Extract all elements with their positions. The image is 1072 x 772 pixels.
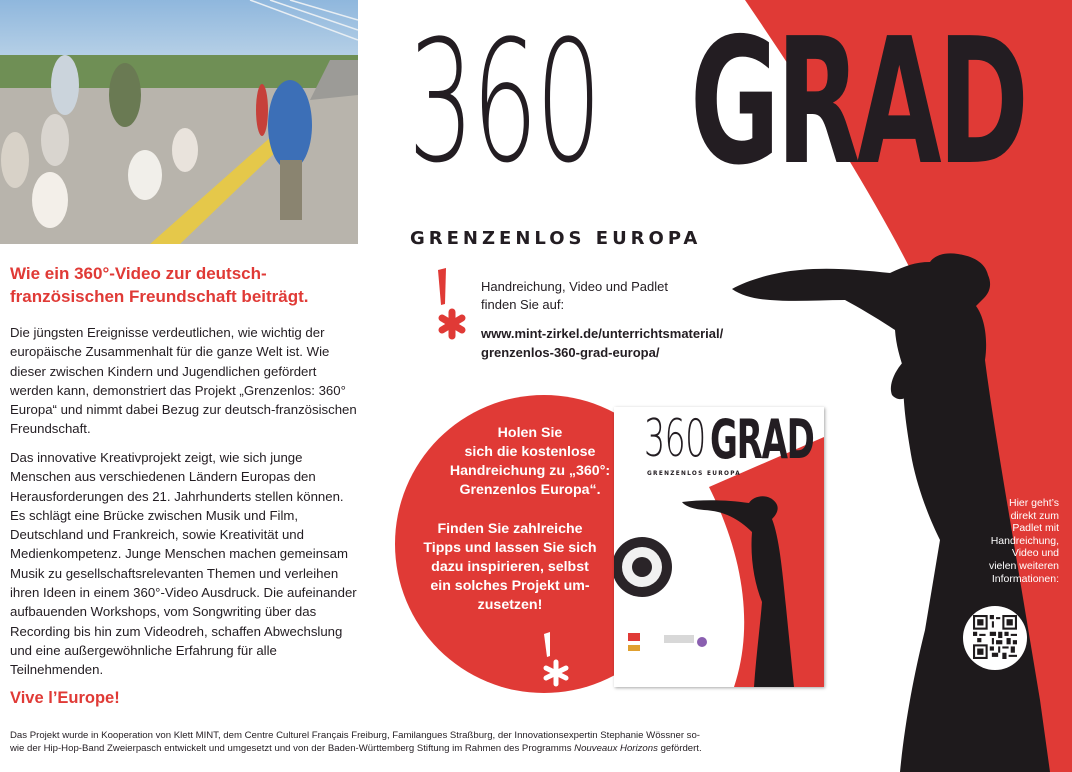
workshop-photo [0, 0, 358, 244]
qr-caption-line: Padlet mit [1012, 522, 1059, 535]
article-paragraph-2: Das innovative Kreativprojekt zeigt, wie sich junge Menschen aus verschiedenen Ländern Europas den Herausforderungen des 21. Jahrhunderts stellen können. Es schlägt eine Brücke zwischen Musik und Film, Deutschland und Frankreich, sowie Kreativität und Medienkompetenz. Junge Menschen machen gemeinsam Musik zu gesellschaftsrelevanten Themen und verleihen ihren Ideen in einem 360°-Video Ausdruck. Die aufeinander aufbauenden Workshops, vom Songwriting über das Recording bis hin zum Videodreh, schaffen Abwechslung und eine außergewöhnliche Erfahrung für alle Teilnehmenden. [10, 450, 357, 678]
qr-code-icon[interactable] [973, 615, 1017, 659]
handout-cover[interactable] [614, 407, 824, 687]
link-line-1: www.mint-zirkel.de/unterrichtsmaterial/ [481, 326, 724, 341]
footer-line-1: Das Projekt wurde in Kooperation von Klett MINT, dem Centre Culturel Français Freiburg, Familangues Straßburg, der Innovationsexpertin Stephanie Wössner so- [10, 730, 701, 741]
title-360: 360 [408, 4, 600, 200]
promo-text-2-line: Finden Sie zahlreiche [437, 521, 583, 537]
promo-text-2-line: Tipps und lassen Sie sich [423, 540, 597, 556]
exclamation-asterisk-icon [430, 268, 476, 340]
info-line-1: Handreichung, Video und Padlet [481, 279, 668, 294]
link-line-2: grenzenlos-360-grad-europa/ [481, 345, 660, 360]
handout-title-grad: GRAD [710, 408, 814, 471]
info-text [481, 278, 668, 314]
promo-text-2 [410, 520, 610, 615]
footer-line-2-end: gefördert. [657, 742, 702, 754]
info-line-2: finden Sie auf: [481, 297, 565, 312]
promo-text-2-line: dazu inspirieren, selbst [431, 559, 589, 575]
promo-text-2-line: zusetzen! [477, 597, 543, 613]
qr-caption-line: Hier geht’s [1009, 497, 1059, 509]
promo-text-1 [420, 424, 640, 500]
qr-caption-line: Informationen: [991, 572, 1059, 585]
footer-program-name: Nouveaux Horizons [574, 742, 658, 754]
qr-caption-line: vielen weiteren [988, 559, 1059, 572]
qr-caption-line: direkt zum [1010, 509, 1059, 522]
promo-text-1-line: Grenzenlos Europa“. [459, 482, 601, 498]
vive-heading: Vive l’Europe! [10, 689, 120, 707]
promo-text-1-line: Handreichung zu „360°: [449, 463, 611, 479]
footer-line-2-text: wie der Hip-Hop-Band Zweierpasch entwickelt und umgesetzt und von der Baden-Württemberg Stiftung im Rahmen des Programms [10, 742, 575, 754]
footer-line-2 [10, 743, 1060, 756]
title-subtitle: GRENZENLOS EUROPA [410, 228, 702, 249]
handout-title-360: 360 [644, 409, 706, 469]
handout-subtitle: GRENZENLOS EUROPA [647, 471, 742, 477]
promo-text-2-line: ein solches Projekt um- [430, 578, 590, 594]
title-grad: GRAD [690, 1, 1026, 204]
exclamation-asterisk-icon [538, 632, 578, 688]
material-link[interactable] [481, 324, 723, 362]
article-headline: Wie ein 360°-Video zur deutsch-französischen Freundschaft beiträgt. [10, 264, 309, 306]
promo-text-1-line: Holen Sie [497, 425, 563, 441]
promo-text-1-line: sich die kostenlose [464, 444, 596, 460]
qr-caption-line: Video und [1011, 547, 1059, 560]
footer-text [10, 730, 1060, 755]
qr-caption [955, 497, 1059, 585]
article-paragraph-1: Die jüngsten Ereignisse verdeutlichen, wie wichtig der europäische Zusammenhalt für die ganze Welt ist. Wie dieser zwischen Kindern und Jugendlichen gefördert werden kann, demonstriert das Projekt „Grenzenlos: 360° Europa“ und nimmt dabei Bezug zur deutsch-französischen Freundschaft. [10, 325, 357, 437]
qr-caption-line: Handreichung, [990, 534, 1059, 547]
